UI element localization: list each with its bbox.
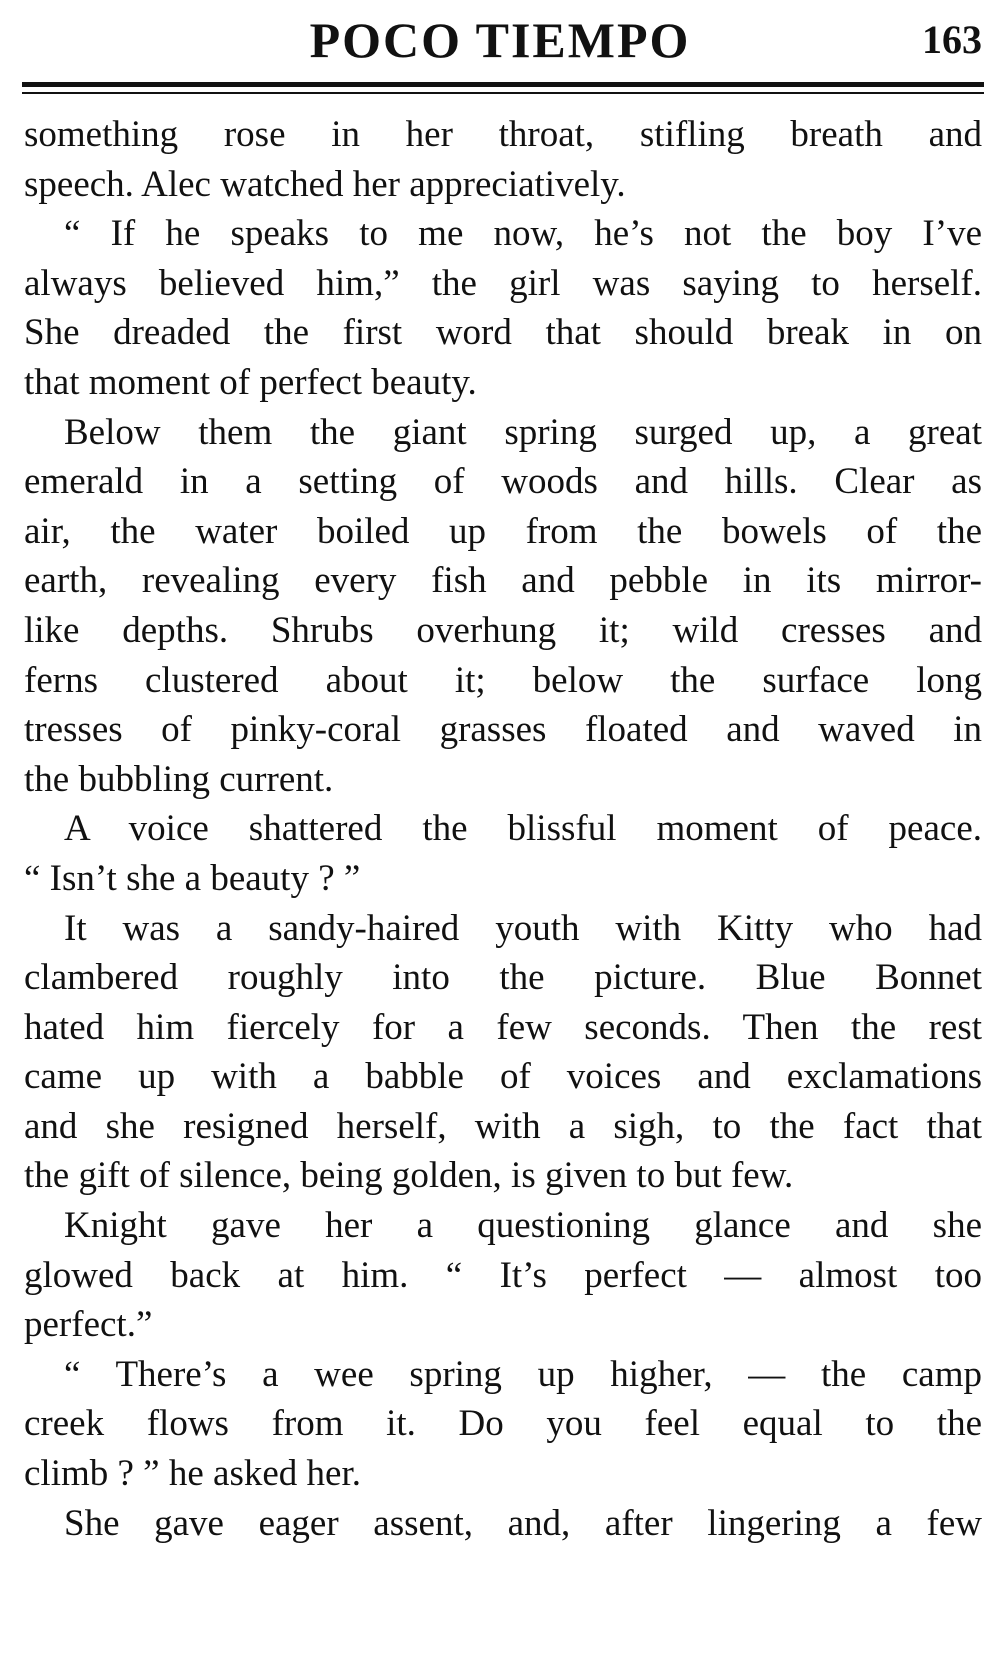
text-line: the bubbling current. — [24, 758, 334, 800]
text-line: She dreaded the first word that should break in on — [24, 312, 982, 354]
text-line: like depths. Shrubs overhung it; wild cresses and — [24, 609, 982, 651]
text-line: speech. Alec watched her appreciatively. — [24, 163, 626, 205]
text-line: “ If he speaks to me now, he’s not the boy I’ve — [64, 213, 982, 255]
text-line: always believed him,” the girl was saying to herself. — [24, 262, 982, 304]
text-line: “ Isn’t she a beauty ? ” — [24, 857, 361, 899]
text-line: “ There’s a wee spring up higher, — the camp — [64, 1353, 982, 1395]
text-line: air, the water boiled up from the bowels of the — [24, 510, 982, 552]
running-title: POCO TIEMPO — [309, 12, 691, 68]
text-line: and she resigned herself, with a sigh, to the fact that — [24, 1105, 982, 1147]
text-line: It was a sandy-haired youth with Kitty who had — [64, 907, 982, 949]
header-rule-thick — [22, 82, 984, 87]
text-line: ferns clustered about it; below the surface long — [24, 659, 982, 701]
text-line: something rose in her throat, stifling breath and — [24, 114, 982, 155]
text-line: Below them the giant spring surged up, a great — [64, 411, 982, 453]
page-number: 163 — [922, 17, 982, 62]
text-line: that moment of perfect beauty. — [24, 361, 477, 403]
text-line: climb ? ” he asked her. — [24, 1453, 361, 1495]
text-line: clambered roughly into the picture. Blue Bonnet — [24, 957, 982, 999]
text-line: emerald in a setting of woods and hills. Clear as — [24, 461, 982, 503]
body-text — [24, 110, 982, 1548]
text-line: came up with a babble of voices and exclamations — [24, 1056, 982, 1098]
header-rule-thin — [22, 92, 984, 94]
text-line: Knight gave her a questioning glance and she — [64, 1205, 982, 1247]
text-line: hated him fiercely for a few seconds. Then the rest — [24, 1006, 982, 1048]
text-line: the gift of silence, being golden, is given to but few. — [24, 1155, 794, 1197]
page-header — [0, 6, 1000, 70]
text-line: glowed back at him. “ It’s perfect — almost too — [24, 1254, 982, 1296]
text-line: earth, revealing every fish and pebble in its mirror- — [24, 560, 982, 602]
text-line: creek flows from it. Do you feel equal to the — [24, 1403, 982, 1445]
text-line: perfect.” — [24, 1304, 153, 1346]
text-line: She gave eager assent, and, after lingering a few — [64, 1502, 982, 1544]
text-line: A voice shattered the blissful moment of peace. — [64, 808, 982, 850]
text-line: tresses of pinky-coral grasses floated and waved in — [24, 709, 982, 751]
